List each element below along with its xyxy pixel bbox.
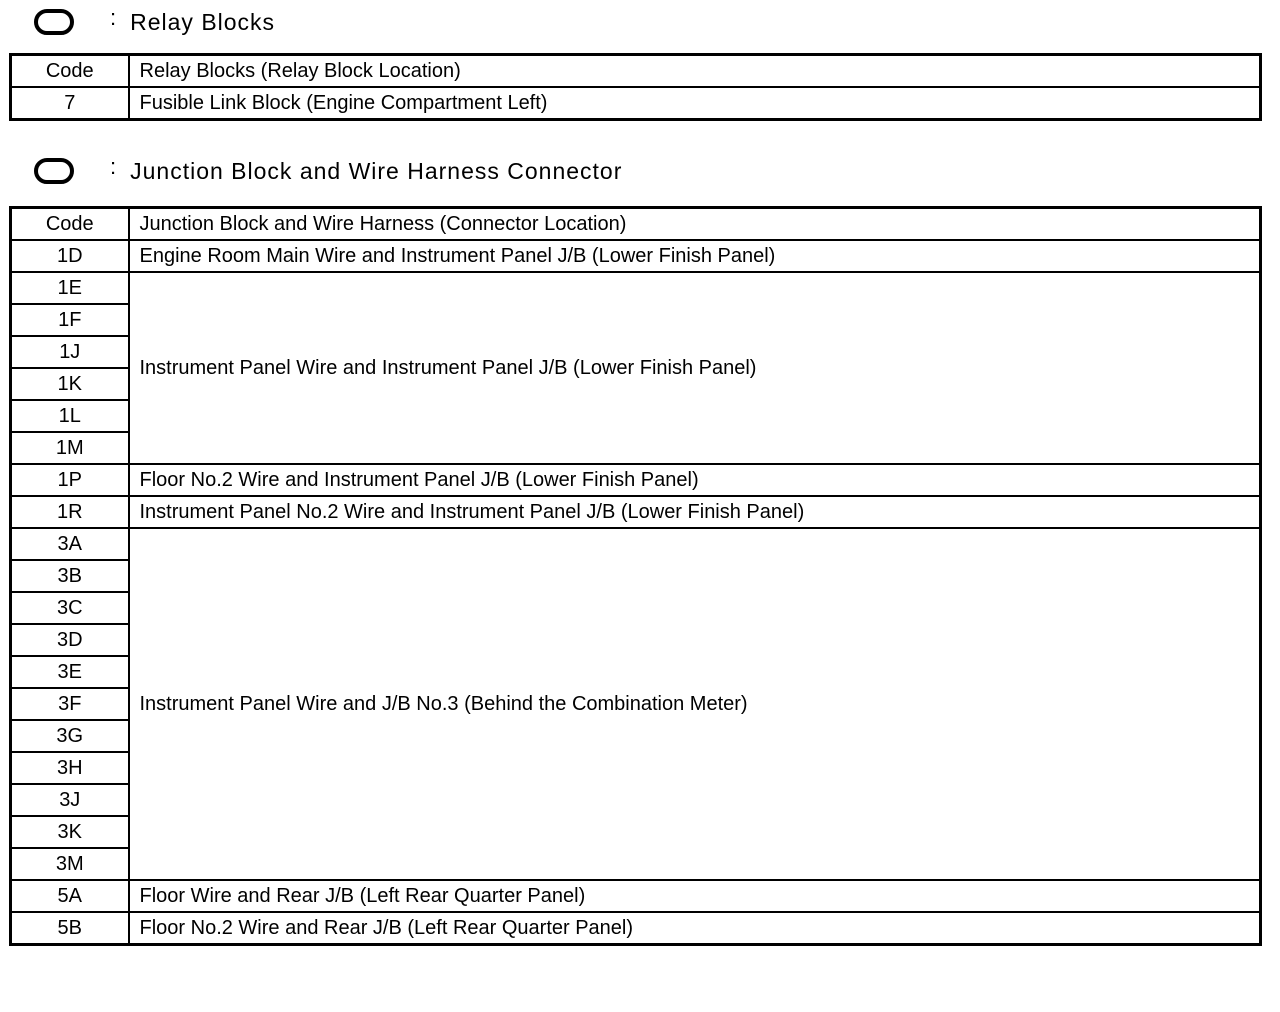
- code-cell: 1D: [11, 240, 129, 272]
- description-cell: Engine Room Main Wire and Instrument Panel J/B (Lower Finish Panel): [129, 240, 1261, 272]
- description-cell: Instrument Panel Wire and J/B No.3 (Behind the Combination Meter): [129, 528, 1261, 880]
- table-row: [11, 528, 1261, 560]
- code-cell: 3F: [11, 688, 129, 720]
- junction-block-table: [9, 206, 1262, 946]
- junction-block-heading: [34, 153, 622, 189]
- table-row: [11, 496, 1261, 528]
- description-cell: Floor No.2 Wire and Rear J/B (Left Rear Quarter Panel): [129, 912, 1261, 945]
- code-cell: 1K: [11, 368, 129, 400]
- code-header: Code: [11, 208, 129, 241]
- table-row: [11, 464, 1261, 496]
- junction-block-symbol-icon: [34, 158, 74, 184]
- code-cell: 1R: [11, 496, 129, 528]
- code-cell: 3G: [11, 720, 129, 752]
- code-cell: 3D: [11, 624, 129, 656]
- code-cell: 3C: [11, 592, 129, 624]
- code-cell: 3B: [11, 560, 129, 592]
- code-cell: 3H: [11, 752, 129, 784]
- location-header: Junction Block and Wire Harness (Connector Location): [129, 208, 1261, 241]
- relay-block-symbol-icon: [34, 9, 74, 35]
- relay-heading-title: Relay Blocks: [130, 8, 276, 35]
- description-cell: Fusible Link Block (Engine Compartment Left): [129, 87, 1261, 120]
- relay-blocks-table: [9, 53, 1262, 121]
- table-row: [11, 880, 1261, 912]
- code-cell: 3J: [11, 784, 129, 816]
- description-cell: Floor Wire and Rear J/B (Left Rear Quarter Panel): [129, 880, 1261, 912]
- code-cell: 1F: [11, 304, 129, 336]
- relay-heading-colon: :: [110, 5, 117, 30]
- description-cell: Instrument Panel Wire and Instrument Panel J/B (Lower Finish Panel): [129, 272, 1261, 464]
- code-header: Code: [11, 55, 129, 88]
- code-cell: 1E: [11, 272, 129, 304]
- code-cell: 3A: [11, 528, 129, 560]
- description-cell: Instrument Panel No.2 Wire and Instrument Panel J/B (Lower Finish Panel): [129, 496, 1261, 528]
- code-cell: 1M: [11, 432, 129, 464]
- code-cell: 7: [11, 87, 129, 120]
- table-row: [11, 912, 1261, 945]
- location-header: Relay Blocks (Relay Block Location): [129, 55, 1261, 88]
- code-cell: 5B: [11, 912, 129, 945]
- table-header-row: [11, 55, 1261, 88]
- code-cell: 5A: [11, 880, 129, 912]
- code-cell: 1L: [11, 400, 129, 432]
- code-cell: 1J: [11, 336, 129, 368]
- code-cell: 3M: [11, 848, 129, 880]
- description-cell: Floor No.2 Wire and Instrument Panel J/B (Lower Finish Panel): [129, 464, 1261, 496]
- junction-heading-title: Junction Block and Wire Harness Connector: [130, 157, 623, 184]
- code-cell: 3K: [11, 816, 129, 848]
- table-row: [11, 240, 1261, 272]
- code-cell: 3E: [11, 656, 129, 688]
- junction-heading-colon: :: [110, 154, 117, 179]
- table-row: [11, 272, 1261, 304]
- table-row: [11, 87, 1261, 120]
- code-cell: 1P: [11, 464, 129, 496]
- relay-blocks-heading: [34, 4, 275, 40]
- table-header-row: [11, 208, 1261, 241]
